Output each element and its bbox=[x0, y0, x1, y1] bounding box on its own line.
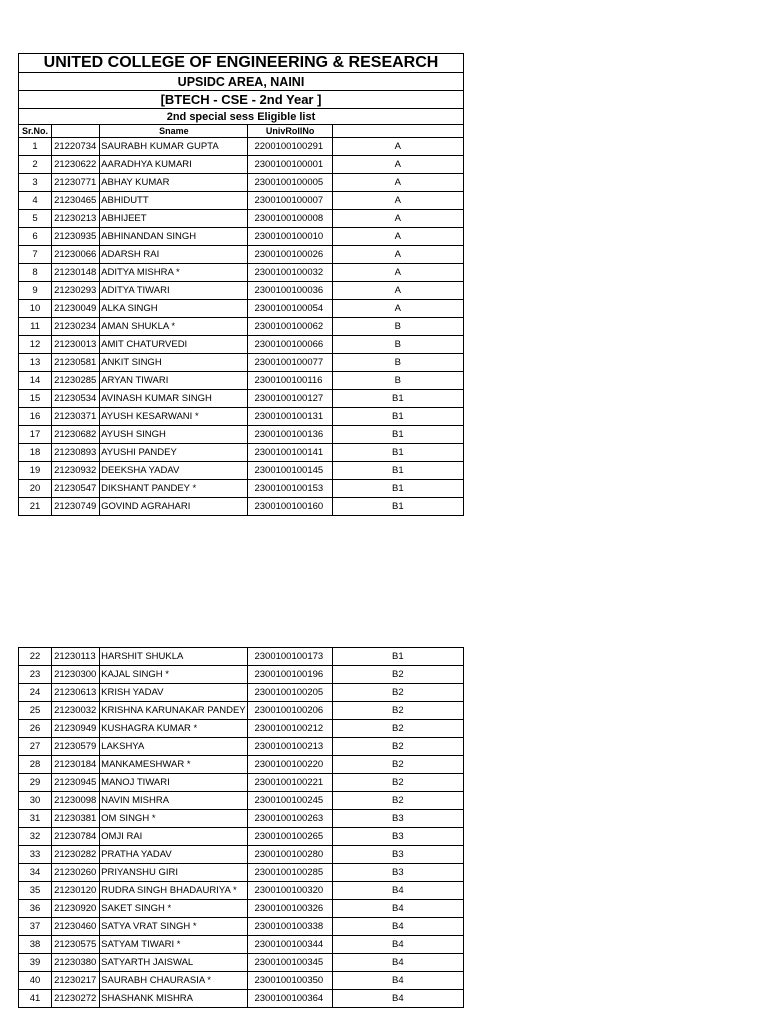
cell-srno: 20 bbox=[19, 480, 52, 498]
cell-srno: 36 bbox=[19, 900, 52, 918]
table-row bbox=[19, 990, 464, 1008]
cell-univrollno: 2300100100008 bbox=[248, 210, 332, 228]
table-row bbox=[19, 354, 464, 372]
cell-univrollno: 2300100100160 bbox=[248, 498, 332, 516]
cell-group: B4 bbox=[332, 972, 463, 990]
column-header-univrollno: UnivRollNo bbox=[248, 125, 332, 138]
cell-rollno: 21230371 bbox=[52, 408, 100, 426]
cell-univrollno: 2300100100145 bbox=[248, 462, 332, 480]
cell-group: A bbox=[332, 246, 463, 264]
cell-srno: 13 bbox=[19, 354, 52, 372]
cell-rollno: 21230932 bbox=[52, 462, 100, 480]
cell-univrollno: 2300100100005 bbox=[248, 174, 332, 192]
table-row bbox=[19, 264, 464, 282]
cell-univrollno: 2300100100345 bbox=[248, 954, 332, 972]
cell-rollno: 21230285 bbox=[52, 372, 100, 390]
column-header-rollno bbox=[52, 125, 100, 138]
cell-sname: SHASHANK MISHRA bbox=[100, 990, 248, 1008]
cell-srno: 39 bbox=[19, 954, 52, 972]
cell-rollno: 21230547 bbox=[52, 480, 100, 498]
eligible-list-table-page-1 bbox=[18, 53, 464, 516]
cell-sname: KUSHAGRA KUMAR * bbox=[100, 720, 248, 738]
cell-univrollno: 2300100100036 bbox=[248, 282, 332, 300]
table-row bbox=[19, 828, 464, 846]
cell-srno: 24 bbox=[19, 684, 52, 702]
cell-sname: HARSHIT SHUKLA bbox=[100, 648, 248, 666]
cell-srno: 34 bbox=[19, 864, 52, 882]
cell-rollno: 21230534 bbox=[52, 390, 100, 408]
table-row bbox=[19, 954, 464, 972]
table-row bbox=[19, 246, 464, 264]
cell-sname: AYUSH KESARWANI * bbox=[100, 408, 248, 426]
cell-rollno: 21230935 bbox=[52, 228, 100, 246]
cell-srno: 23 bbox=[19, 666, 52, 684]
cell-rollno: 21230184 bbox=[52, 756, 100, 774]
cell-sname: OMJI RAI bbox=[100, 828, 248, 846]
cell-univrollno: 2300100100320 bbox=[248, 882, 332, 900]
college-area: UPSIDC AREA, NAINI bbox=[19, 73, 464, 91]
college-title: UNITED COLLEGE OF ENGINEERING & RESEARCH bbox=[19, 54, 464, 73]
cell-srno: 14 bbox=[19, 372, 52, 390]
table-row bbox=[19, 210, 464, 228]
cell-sname: PRATHA YADAV bbox=[100, 846, 248, 864]
cell-srno: 9 bbox=[19, 282, 52, 300]
table-row bbox=[19, 648, 464, 666]
cell-srno: 35 bbox=[19, 882, 52, 900]
cell-rollno: 21230920 bbox=[52, 900, 100, 918]
cell-srno: 40 bbox=[19, 972, 52, 990]
table-row bbox=[19, 738, 464, 756]
cell-group: B1 bbox=[332, 390, 463, 408]
cell-rollno: 21230217 bbox=[52, 972, 100, 990]
table-row bbox=[19, 498, 464, 516]
cell-sname: SAURABH CHAURASIA * bbox=[100, 972, 248, 990]
column-header-group bbox=[332, 125, 463, 138]
cell-rollno: 21230575 bbox=[52, 936, 100, 954]
table-row bbox=[19, 390, 464, 408]
cell-rollno: 21230066 bbox=[52, 246, 100, 264]
cell-group: B3 bbox=[332, 864, 463, 882]
table-row bbox=[19, 846, 464, 864]
cell-sname: SATYARTH JAISWAL bbox=[100, 954, 248, 972]
cell-rollno: 21230465 bbox=[52, 192, 100, 210]
cell-srno: 12 bbox=[19, 336, 52, 354]
cell-srno: 21 bbox=[19, 498, 52, 516]
cell-sname: PRIYANSHU GIRI bbox=[100, 864, 248, 882]
cell-univrollno: 2300100100007 bbox=[248, 192, 332, 210]
cell-sname: ABHAY KUMAR bbox=[100, 174, 248, 192]
cell-group: A bbox=[332, 300, 463, 318]
cell-group: B1 bbox=[332, 648, 463, 666]
cell-group: B bbox=[332, 354, 463, 372]
cell-sname: ARYAN TIWARI bbox=[100, 372, 248, 390]
cell-srno: 26 bbox=[19, 720, 52, 738]
cell-univrollno: 2300100100196 bbox=[248, 666, 332, 684]
cell-group: B2 bbox=[332, 684, 463, 702]
table-row bbox=[19, 666, 464, 684]
cell-srno: 8 bbox=[19, 264, 52, 282]
cell-rollno: 21230300 bbox=[52, 666, 100, 684]
cell-group: B4 bbox=[332, 882, 463, 900]
cell-univrollno: 2300100100127 bbox=[248, 390, 332, 408]
cell-srno: 16 bbox=[19, 408, 52, 426]
cell-rollno: 21230613 bbox=[52, 684, 100, 702]
cell-sname: ABHIDUTT bbox=[100, 192, 248, 210]
cell-srno: 30 bbox=[19, 792, 52, 810]
cell-rollno: 21230013 bbox=[52, 336, 100, 354]
cell-group: B bbox=[332, 318, 463, 336]
cell-rollno: 21230293 bbox=[52, 282, 100, 300]
cell-univrollno: 2300100100350 bbox=[248, 972, 332, 990]
cell-univrollno: 2300100100141 bbox=[248, 444, 332, 462]
table-row bbox=[19, 972, 464, 990]
table-row bbox=[19, 864, 464, 882]
cell-sname: AARADHYA KUMARI bbox=[100, 156, 248, 174]
cell-group: B1 bbox=[332, 498, 463, 516]
cell-univrollno: 2300100100338 bbox=[248, 918, 332, 936]
cell-sname: AMAN SHUKLA * bbox=[100, 318, 248, 336]
cell-univrollno: 2300100100136 bbox=[248, 426, 332, 444]
table-row bbox=[19, 192, 464, 210]
cell-rollno: 21230120 bbox=[52, 882, 100, 900]
cell-sname: GOVIND AGRAHARI bbox=[100, 498, 248, 516]
cell-sname: DEEKSHA YADAV bbox=[100, 462, 248, 480]
cell-group: B bbox=[332, 372, 463, 390]
cell-univrollno: 2300100100205 bbox=[248, 684, 332, 702]
cell-sname: ADITYA TIWARI bbox=[100, 282, 248, 300]
cell-rollno: 21230381 bbox=[52, 810, 100, 828]
cell-sname: ANKIT SINGH bbox=[100, 354, 248, 372]
table-row bbox=[19, 792, 464, 810]
cell-sname: MANKAMESHWAR * bbox=[100, 756, 248, 774]
cell-rollno: 21230282 bbox=[52, 846, 100, 864]
table-row bbox=[19, 936, 464, 954]
cell-group: B4 bbox=[332, 990, 463, 1008]
cell-srno: 33 bbox=[19, 846, 52, 864]
table-row bbox=[19, 900, 464, 918]
cell-rollno: 21230260 bbox=[52, 864, 100, 882]
cell-group: B2 bbox=[332, 756, 463, 774]
cell-srno: 28 bbox=[19, 756, 52, 774]
cell-univrollno: 2300100100032 bbox=[248, 264, 332, 282]
cell-rollno: 21230032 bbox=[52, 702, 100, 720]
cell-sname: ALKA SINGH bbox=[100, 300, 248, 318]
cell-univrollno: 2300100100077 bbox=[248, 354, 332, 372]
cell-sname: OM SINGH * bbox=[100, 810, 248, 828]
cell-srno: 41 bbox=[19, 990, 52, 1008]
cell-rollno: 21230749 bbox=[52, 498, 100, 516]
table-row bbox=[19, 720, 464, 738]
cell-group: A bbox=[332, 138, 463, 156]
cell-group: B3 bbox=[332, 828, 463, 846]
cell-rollno: 21230098 bbox=[52, 792, 100, 810]
cell-srno: 18 bbox=[19, 444, 52, 462]
cell-univrollno: 2200100100291 bbox=[248, 138, 332, 156]
cell-univrollno: 2300100100116 bbox=[248, 372, 332, 390]
cell-srno: 19 bbox=[19, 462, 52, 480]
course-title: [BTECH - CSE - 2nd Year ] bbox=[19, 91, 464, 109]
cell-univrollno: 2300100100010 bbox=[248, 228, 332, 246]
cell-group: A bbox=[332, 264, 463, 282]
cell-univrollno: 2300100100173 bbox=[248, 648, 332, 666]
cell-group: B2 bbox=[332, 792, 463, 810]
cell-srno: 15 bbox=[19, 390, 52, 408]
cell-univrollno: 2300100100221 bbox=[248, 774, 332, 792]
cell-group: B3 bbox=[332, 846, 463, 864]
cell-srno: 29 bbox=[19, 774, 52, 792]
table-row bbox=[19, 480, 464, 498]
cell-srno: 2 bbox=[19, 156, 52, 174]
table-row bbox=[19, 228, 464, 246]
cell-rollno: 21230234 bbox=[52, 318, 100, 336]
cell-group: B4 bbox=[332, 900, 463, 918]
cell-rollno: 21230272 bbox=[52, 990, 100, 1008]
cell-rollno: 21230784 bbox=[52, 828, 100, 846]
cell-sname: DIKSHANT PANDEY * bbox=[100, 480, 248, 498]
cell-rollno: 21230581 bbox=[52, 354, 100, 372]
table-row bbox=[19, 774, 464, 792]
table-row bbox=[19, 336, 464, 354]
table-row bbox=[19, 282, 464, 300]
cell-srno: 3 bbox=[19, 174, 52, 192]
cell-group: A bbox=[332, 228, 463, 246]
cell-sname: ADITYA MISHRA * bbox=[100, 264, 248, 282]
table-row bbox=[19, 684, 464, 702]
cell-sname: KRISHNA KARUNAKAR PANDEY bbox=[100, 702, 248, 720]
cell-sname: SATYA VRAT SINGH * bbox=[100, 918, 248, 936]
cell-group: A bbox=[332, 282, 463, 300]
column-header-srno: Sr.No. bbox=[19, 125, 52, 138]
cell-rollno: 21230049 bbox=[52, 300, 100, 318]
cell-sname: SATYAM TIWARI * bbox=[100, 936, 248, 954]
cell-univrollno: 2300100100245 bbox=[248, 792, 332, 810]
eligible-list-table-page-2 bbox=[18, 647, 464, 1008]
cell-srno: 31 bbox=[19, 810, 52, 828]
cell-rollno: 21230945 bbox=[52, 774, 100, 792]
list-title: 2nd special sess Eligible list bbox=[19, 109, 464, 125]
cell-rollno: 21230579 bbox=[52, 738, 100, 756]
table-row bbox=[19, 810, 464, 828]
cell-univrollno: 2300100100326 bbox=[248, 900, 332, 918]
cell-srno: 7 bbox=[19, 246, 52, 264]
table-row bbox=[19, 318, 464, 336]
cell-univrollno: 2300100100026 bbox=[248, 246, 332, 264]
table-body-page-2 bbox=[19, 648, 464, 1008]
cell-rollno: 21230622 bbox=[52, 156, 100, 174]
cell-sname: AYUSHI PANDEY bbox=[100, 444, 248, 462]
cell-sname: AMIT CHATURVEDI bbox=[100, 336, 248, 354]
cell-sname: SAKET SINGH * bbox=[100, 900, 248, 918]
cell-group: B2 bbox=[332, 720, 463, 738]
cell-sname: ABHIJEET bbox=[100, 210, 248, 228]
cell-univrollno: 2300100100153 bbox=[248, 480, 332, 498]
table-row bbox=[19, 756, 464, 774]
cell-rollno: 21230682 bbox=[52, 426, 100, 444]
column-header-sname: Sname bbox=[100, 125, 248, 138]
cell-rollno: 21230148 bbox=[52, 264, 100, 282]
cell-univrollno: 2300100100001 bbox=[248, 156, 332, 174]
cell-srno: 38 bbox=[19, 936, 52, 954]
cell-univrollno: 2300100100364 bbox=[248, 990, 332, 1008]
cell-srno: 32 bbox=[19, 828, 52, 846]
cell-univrollno: 2300100100131 bbox=[248, 408, 332, 426]
cell-srno: 22 bbox=[19, 648, 52, 666]
cell-rollno: 21230460 bbox=[52, 918, 100, 936]
cell-univrollno: 2300100100206 bbox=[248, 702, 332, 720]
cell-sname: KAJAL SINGH * bbox=[100, 666, 248, 684]
cell-univrollno: 2300100100280 bbox=[248, 846, 332, 864]
cell-univrollno: 2300100100265 bbox=[248, 828, 332, 846]
cell-group: B1 bbox=[332, 408, 463, 426]
cell-group: B1 bbox=[332, 480, 463, 498]
cell-sname: ABHINANDAN SINGH bbox=[100, 228, 248, 246]
table-row bbox=[19, 300, 464, 318]
cell-univrollno: 2300100100213 bbox=[248, 738, 332, 756]
cell-rollno: 21230949 bbox=[52, 720, 100, 738]
table-row bbox=[19, 156, 464, 174]
cell-univrollno: 2300100100066 bbox=[248, 336, 332, 354]
column-header-row bbox=[19, 125, 464, 138]
cell-srno: 11 bbox=[19, 318, 52, 336]
cell-univrollno: 2300100100212 bbox=[248, 720, 332, 738]
cell-rollno: 21230113 bbox=[52, 648, 100, 666]
cell-univrollno: 2300100100285 bbox=[248, 864, 332, 882]
cell-rollno: 21220734 bbox=[52, 138, 100, 156]
table-row bbox=[19, 408, 464, 426]
cell-univrollno: 2300100100054 bbox=[248, 300, 332, 318]
cell-srno: 6 bbox=[19, 228, 52, 246]
cell-group: A bbox=[332, 192, 463, 210]
cell-group: B1 bbox=[332, 426, 463, 444]
table-body-page-1 bbox=[19, 138, 464, 516]
cell-group: B2 bbox=[332, 702, 463, 720]
table-row bbox=[19, 882, 464, 900]
cell-sname: KRISH YADAV bbox=[100, 684, 248, 702]
table-row bbox=[19, 918, 464, 936]
cell-srno: 10 bbox=[19, 300, 52, 318]
cell-srno: 5 bbox=[19, 210, 52, 228]
cell-group: A bbox=[332, 210, 463, 228]
cell-rollno: 21230893 bbox=[52, 444, 100, 462]
table-row bbox=[19, 702, 464, 720]
cell-srno: 4 bbox=[19, 192, 52, 210]
cell-rollno: 21230380 bbox=[52, 954, 100, 972]
table-row bbox=[19, 462, 464, 480]
cell-rollno: 21230771 bbox=[52, 174, 100, 192]
table-row bbox=[19, 426, 464, 444]
cell-sname: AYUSH SINGH bbox=[100, 426, 248, 444]
cell-group: B3 bbox=[332, 810, 463, 828]
table-row bbox=[19, 174, 464, 192]
cell-srno: 25 bbox=[19, 702, 52, 720]
cell-group: B4 bbox=[332, 936, 463, 954]
cell-sname: AVINASH KUMAR SINGH bbox=[100, 390, 248, 408]
cell-group: B2 bbox=[332, 666, 463, 684]
cell-sname: NAVIN MISHRA bbox=[100, 792, 248, 810]
table-row bbox=[19, 444, 464, 462]
cell-sname: LAKSHYA bbox=[100, 738, 248, 756]
cell-univrollno: 2300100100263 bbox=[248, 810, 332, 828]
cell-univrollno: 2300100100062 bbox=[248, 318, 332, 336]
cell-srno: 27 bbox=[19, 738, 52, 756]
cell-sname: MANOJ TIWARI bbox=[100, 774, 248, 792]
cell-srno: 37 bbox=[19, 918, 52, 936]
cell-group: B1 bbox=[332, 444, 463, 462]
cell-group: B2 bbox=[332, 774, 463, 792]
cell-group: A bbox=[332, 156, 463, 174]
cell-srno: 17 bbox=[19, 426, 52, 444]
cell-sname: SAURABH KUMAR GUPTA bbox=[100, 138, 248, 156]
table-row bbox=[19, 138, 464, 156]
cell-sname: RUDRA SINGH BHADAURIYA * bbox=[100, 882, 248, 900]
cell-srno: 1 bbox=[19, 138, 52, 156]
cell-group: B bbox=[332, 336, 463, 354]
table-row bbox=[19, 372, 464, 390]
cell-univrollno: 2300100100344 bbox=[248, 936, 332, 954]
cell-group: B1 bbox=[332, 462, 463, 480]
cell-rollno: 21230213 bbox=[52, 210, 100, 228]
cell-group: A bbox=[332, 174, 463, 192]
cell-group: B4 bbox=[332, 918, 463, 936]
cell-group: B4 bbox=[332, 954, 463, 972]
cell-univrollno: 2300100100220 bbox=[248, 756, 332, 774]
cell-group: B2 bbox=[332, 738, 463, 756]
cell-sname: ADARSH RAI bbox=[100, 246, 248, 264]
